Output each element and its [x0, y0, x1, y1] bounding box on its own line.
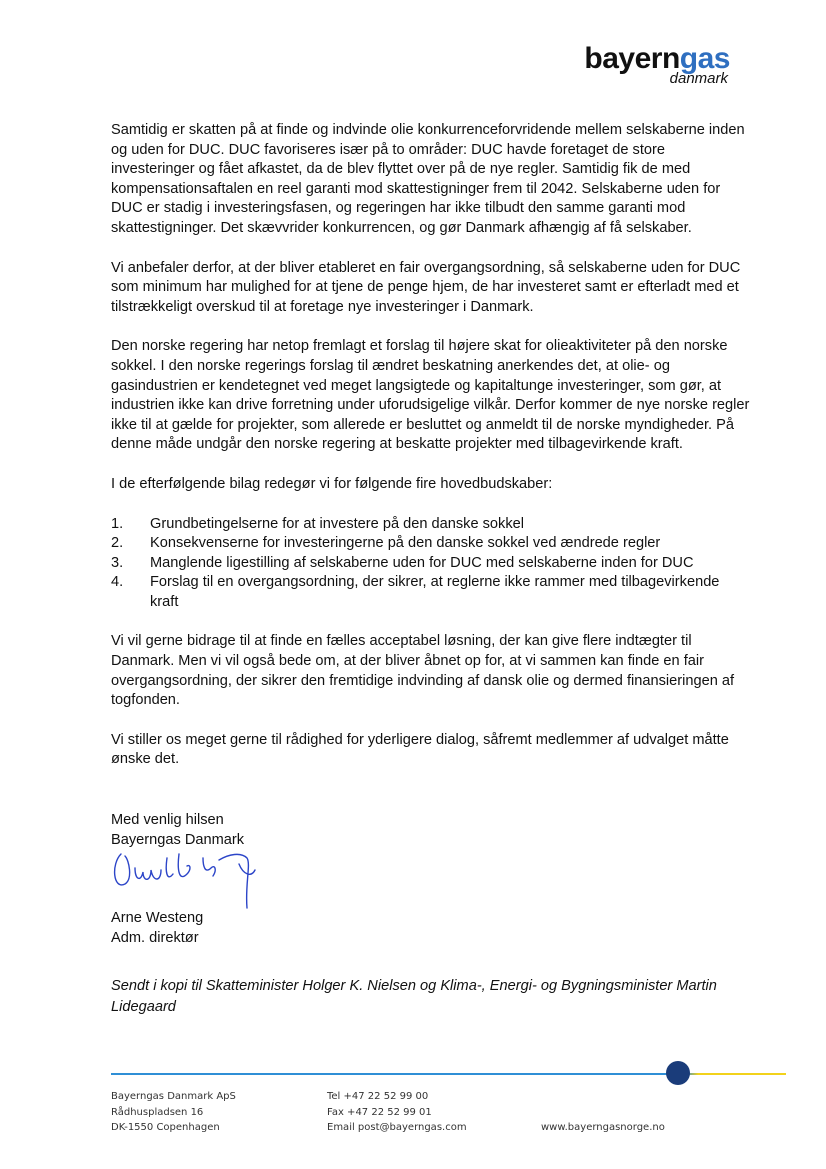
key-messages-list — [111, 515, 751, 613]
paragraph: Vi vil gerne bidrage til at finde en fælles acceptabel løsning, der kan give flere indtægter til Danmark. Men vi vil også bede om, at der bliver åbnet op for, at vi sammen kan finde en fair overgangsordning, der sikrer den fremtidige indvinding af dansk olie og dermed finansieringen af togfonden. — [111, 633, 735, 709]
signature-area — [111, 850, 751, 908]
closing-block — [111, 810, 751, 948]
paragraph: I de efterfølgende bilag redegør vi for følgende fire hovedbudskaber: — [111, 475, 553, 492]
paragraph: Vi anbefaler derfor, at der bliver etableret en fair overgangsordning, så selskaberne uden for DUC som minimum har mulighed for at tjene de penge hjem, de har investeret samt er efterladt med et tilstrækkeligt overskud til at foretage nye investeringer i Danmark. — [111, 259, 741, 315]
footer-tel: Tel +47 22 52 99 00 — [327, 1091, 429, 1102]
list-number: 4. — [111, 574, 124, 591]
handwritten-signature — [107, 824, 267, 924]
list-text: Manglende ligestilling af selskaberne uden for DUC med selskaberne inden for DUC — [150, 554, 694, 571]
list-text: Forslag til en overgangsordning, der sikrer, at reglerne ikke rammer med tilbagevirkende kraft — [150, 574, 720, 610]
list-item — [111, 554, 751, 574]
list-number: 3. — [111, 554, 124, 571]
signatory-name: Arne Westeng — [111, 910, 204, 927]
footer-street: Rådhuspladsen 16 — [111, 1106, 204, 1118]
paragraph: Samtidig er skatten på at finde og indvinde olie konkurrenceforvridende mellem selskaberne inden og uden for DUC. DUC favoriseres især på to områder: DUC havde foretaget de store investeringer og fået afkastet, da de blev flyttet over på de nye regler. Samtidig fik de med kompensationsaftalen en reel garanti mod skattestigninger frem til 2042. Selskaberne uden for DUC er stadig i investeringsfasen, og regeringen har ikke tilbudt den samme garanti mod skattestigninger. Det skævvrider konkurrencen, og gør Danmark afhængig af få selskaber. — [111, 122, 745, 236]
logo-wordmark-gas: gas — [679, 42, 730, 75]
letter-body — [111, 121, 751, 1018]
list-item — [111, 515, 751, 535]
paragraph: Den norske regering har netop fremlagt et forslag til højere skat for olieaktiviteter på den norske sokkel. I den norske regerings forslag til ændret beskatning anerkendes det, at olie- og gasindustrien er kendetegnet ved meget langsigtede og kapitaltunge investeringer, som gør, at industrien ikke kan drive forretning under uforudsigelige vilkår. Derfor kommer de nye norske regler ikke til at gælde for projekter, som allerede er besluttet og anmeldt til de norske myndigheder. På denne måde undgår den norske regering at beskatte projekter med tilbagevirkende kraft. — [111, 338, 750, 453]
list-item — [111, 573, 751, 612]
list-item — [111, 534, 751, 554]
footer-company: Bayerngas Danmark ApS — [111, 1091, 236, 1102]
footer-logo-dot-icon — [666, 1061, 690, 1085]
logo-wordmark-bayern: bayern — [584, 42, 680, 75]
list-text: Konsekvenserne for investeringerne på den danske sokkel ved ændrede regler — [150, 535, 661, 552]
footer-website: www.bayerngasnorge.no — [541, 1122, 665, 1133]
footer-contact — [327, 1089, 467, 1136]
footer-address — [111, 1089, 236, 1136]
footer-email: Email post@bayerngas.com — [327, 1122, 467, 1133]
signatory-title: Adm. direktør — [111, 930, 199, 947]
list-text: Grundbetingelserne for at investere på den danske sokkel — [150, 515, 524, 532]
closing-company: Bayerngas Danmark — [111, 832, 245, 849]
list-number: 2. — [111, 535, 124, 552]
copy-note: Sendt i kopi til Skatteminister Holger K. Nielsen og Klima-, Energi- og Bygningsminister Martin Lidegaard — [111, 978, 717, 1016]
paragraph: Vi stiller os meget gerne til rådighed for yderligere dialog, såfremt medlemmer af udvalget måtte ønske det. — [111, 731, 729, 768]
footer-city: DK-1550 Copenhagen — [111, 1122, 220, 1133]
list-number: 1. — [111, 515, 124, 532]
company-logo — [584, 44, 730, 86]
closing-greeting: Med venlig hilsen — [111, 812, 224, 829]
footer-fax: Fax +47 22 52 99 01 — [327, 1106, 432, 1118]
logo-subtitle: danmark — [669, 70, 728, 87]
